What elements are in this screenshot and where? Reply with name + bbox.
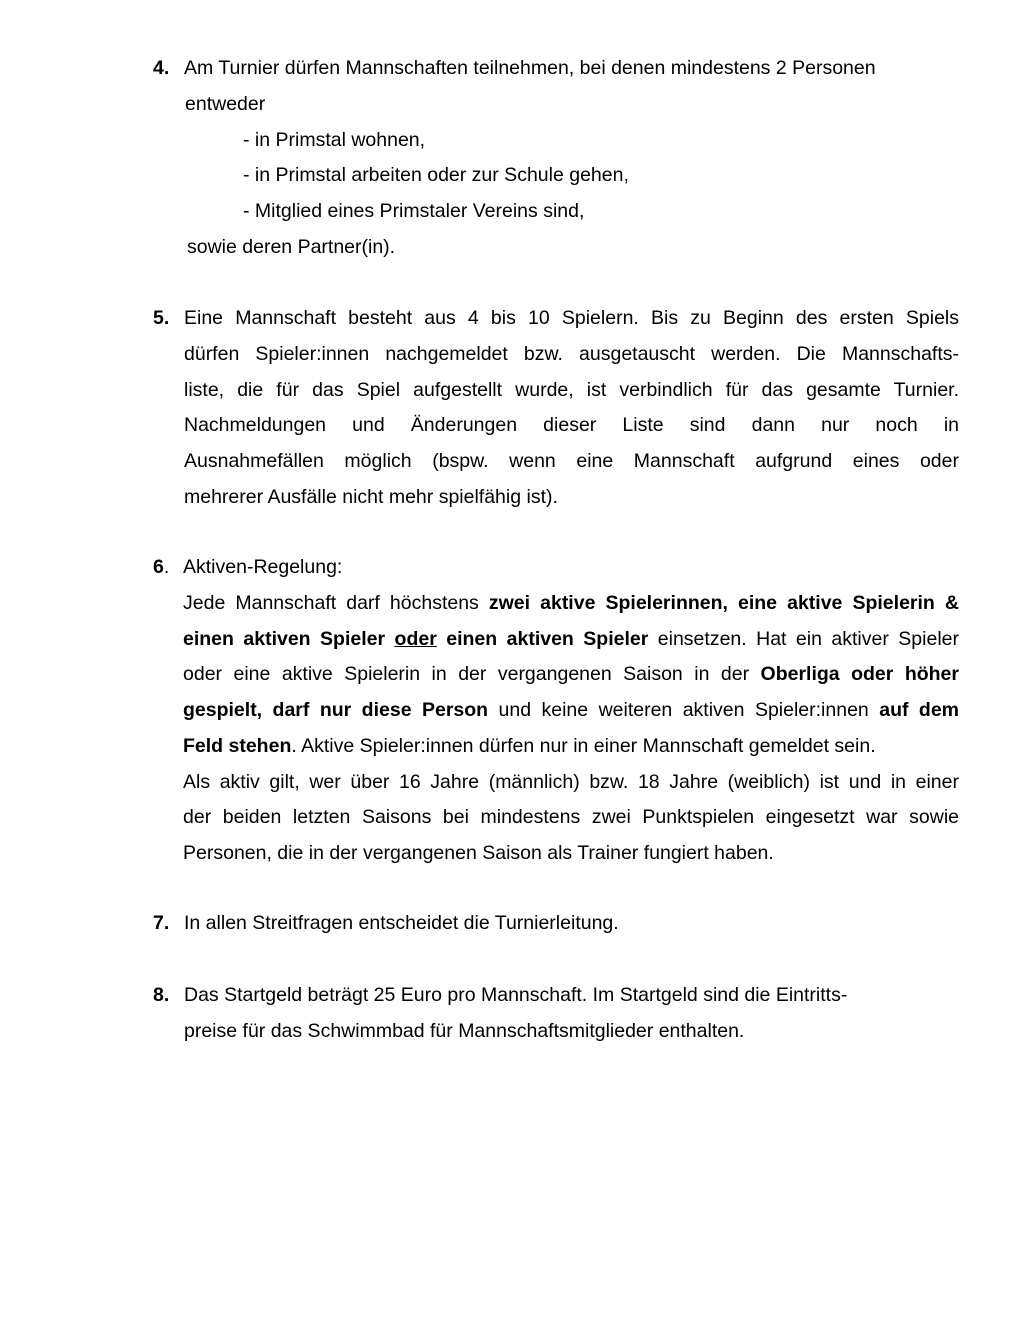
item-number: 7.: [153, 912, 170, 934]
item-text-line: In allen Streitfragen entscheidet die Turnierleitung.: [184, 912, 619, 934]
bullet-line: - Mitglied eines Primstaler Vereins sind,: [243, 200, 585, 222]
text-run: und keine weiteren aktiven Spieler:innen: [488, 699, 880, 721]
item-text-line: Das Startgeld beträgt 25 Euro pro Mannschaft. Im Startgeld sind die Eintritts-: [184, 984, 848, 1006]
item-number: 5.: [153, 307, 170, 329]
item-text-line: [183, 728, 876, 764]
bold-text-run: gespielt, darf nur diese Person: [183, 699, 489, 721]
item-number: 8.: [153, 984, 170, 1006]
bullet-line: - in Primstal arbeiten oder zur Schule gehen,: [243, 164, 629, 186]
item-text-line: Nachmeldungen und Änderungen dieser Liste sind dann nur noch in: [184, 414, 959, 436]
item-text-line: sowie deren Partner(in).: [187, 236, 396, 258]
item-text-line: [183, 585, 959, 621]
item-text-line: mehrerer Ausfälle nicht mehr spielfähig ist).: [184, 486, 558, 508]
bold-text-run: einen aktiven Spieler: [183, 628, 395, 650]
item-text-line: Eine Mannschaft besteht aus 4 bis 10 Spielern. Bis zu Beginn des ersten Spiels: [184, 307, 959, 329]
item-text-line: [183, 656, 959, 692]
item-number-dot: .: [163, 556, 170, 578]
item-text-line: dürfen Spieler:innen nachgemeldet bzw. ausgetauscht werden. Die Mannschafts-: [184, 343, 959, 365]
text-run: oder eine aktive Spielerin in der vergangenen Saison in der: [183, 663, 761, 685]
item-text-line: preise für das Schwimmbad für Mannschaftsmitglieder enthalten.: [184, 1020, 745, 1042]
text-run: Jede Mannschaft darf höchstens: [183, 592, 489, 614]
item-text-line: liste, die für das Spiel aufgestellt wurde, ist verbindlich für das gesamte Turnier.: [184, 379, 959, 401]
item-text-line: Am Turnier dürfen Mannschaften teilnehmen, bei denen mindestens 2 Personen: [184, 57, 876, 79]
bullet-line: - in Primstal wohnen,: [243, 129, 426, 151]
bold-text-run: auf dem: [879, 699, 960, 721]
item-number: [153, 549, 169, 585]
text-run: einsetzen. Hat ein aktiver Spieler: [648, 628, 959, 650]
underlined-bold-text-run: oder: [394, 628, 437, 650]
item-text-line: entweder: [185, 93, 266, 115]
bold-text-run: einen aktiven Spieler: [436, 628, 649, 650]
item-text-line: der beiden letzten Saisons bei mindestens zwei Punktspielen eingesetzt war sowie: [183, 806, 959, 828]
bold-text-run: Feld stehen: [183, 735, 292, 757]
bold-text-run: zwei aktive Spielerinnen, eine aktive Spielerin &: [488, 592, 959, 614]
bold-text-run: Oberliga oder höher: [760, 663, 959, 685]
item-text-line: Ausnahmefällen möglich (bspw. wenn eine Mannschaft aufgrund eines oder: [184, 450, 959, 472]
section-heading: Aktiven-Regelung:: [183, 556, 343, 578]
item-text-line: [183, 692, 959, 728]
item-number: 4.: [153, 57, 170, 79]
item-text-line: Als aktiv gilt, wer über 16 Jahre (männlich) bzw. 18 Jahre (weiblich) ist und in einer: [183, 771, 959, 793]
item-number-digit: 6: [153, 556, 164, 578]
item-text-line: Personen, die in der vergangenen Saison als Trainer fungiert haben.: [183, 842, 774, 864]
item-text-line: [183, 621, 959, 657]
text-run: . Aktive Spieler:innen dürfen nur in einer Mannschaft gemeldet sein.: [291, 735, 876, 757]
